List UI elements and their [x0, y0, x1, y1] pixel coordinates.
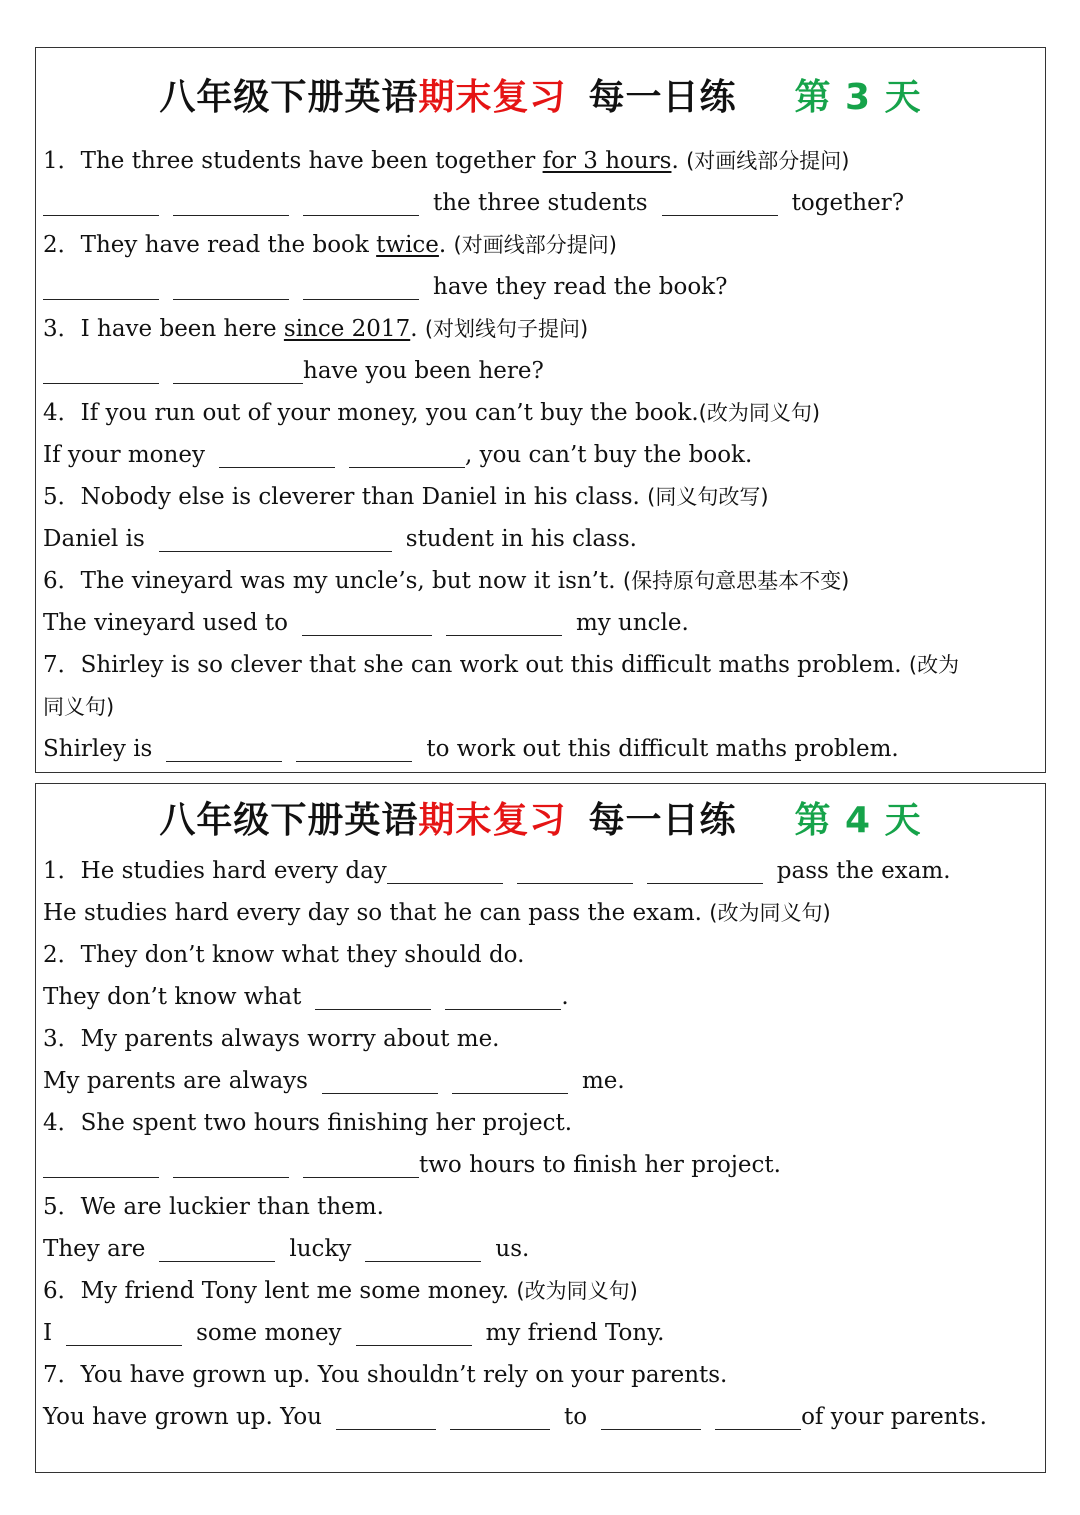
question-text: 2．They don’t know what they should do. [43, 942, 525, 968]
answer-blank[interactable] [450, 1401, 550, 1430]
instruction-note: (改为同义句) [698, 401, 821, 425]
answer-6 [43, 602, 1045, 644]
answer-7 [43, 1396, 1045, 1438]
answer-blank[interactable] [66, 1317, 182, 1346]
answer-blank[interactable] [452, 1065, 568, 1094]
answer-blank[interactable] [662, 187, 778, 216]
answer-text: my uncle. [575, 610, 689, 636]
answer-5 [43, 1228, 1045, 1270]
instruction-note: 同义句) [43, 695, 115, 719]
answer-1 [43, 182, 1045, 224]
answer-blank[interactable] [349, 439, 465, 468]
question-1-original [43, 892, 1045, 934]
answer-blank[interactable] [43, 187, 159, 216]
answer-text: . [561, 984, 569, 1010]
answer-text: You have grown up. You [43, 1404, 322, 1430]
answer-blank[interactable] [173, 355, 303, 384]
question-text: 6．My friend Tony lent me some money. [43, 1278, 517, 1304]
answer-text: to [563, 1404, 588, 1430]
answer-blank[interactable] [446, 607, 562, 636]
title-daily-text: 每一日练 [588, 76, 737, 118]
answer-text: my friend Tony. [485, 1320, 665, 1346]
question-4 [43, 1102, 1045, 1144]
instruction-note: (同义句改写) [647, 485, 769, 509]
answer-blank[interactable] [296, 733, 412, 762]
answer-3 [43, 350, 1045, 392]
answer-blank[interactable] [159, 523, 392, 552]
answer-text: If your money [43, 442, 205, 468]
title-review-text: 期末复习 [418, 76, 567, 118]
instruction-note: (对划线句子提问) [424, 317, 589, 341]
question-5 [43, 1186, 1045, 1228]
answer-blank[interactable] [159, 1233, 275, 1262]
question-text: . [438, 232, 454, 258]
answer-blank[interactable] [303, 187, 419, 216]
question-7-continued [43, 686, 1045, 728]
question-3 [43, 308, 1045, 350]
question-1 [43, 850, 1045, 892]
exercise-card-day-3 [35, 47, 1046, 773]
answer-2 [43, 266, 1045, 308]
answer-blank[interactable] [166, 733, 282, 762]
title-day-label: 第 3 天 [794, 76, 922, 118]
question-text: 1．He studies hard every day [43, 858, 387, 884]
instruction-note: (改为同义句) [516, 1279, 638, 1303]
underlined-text: since 2017 [283, 316, 411, 342]
answer-blank[interactable] [219, 439, 335, 468]
answer-blank[interactable] [715, 1401, 801, 1430]
title-review-text: 期末复习 [418, 799, 567, 841]
question-text: 3．I have been here [43, 316, 284, 342]
answer-6 [43, 1312, 1045, 1354]
answer-4 [43, 1144, 1045, 1186]
question-text: 2．They have read the book [43, 232, 377, 258]
card-title [36, 48, 1045, 140]
answer-blank[interactable] [173, 271, 289, 300]
answer-text: lucky [289, 1236, 352, 1262]
instruction-note: (保持原句意思基本不变) [622, 569, 850, 593]
question-3 [43, 1018, 1045, 1060]
question-text: 6．The vineyard was my uncle’s, but now it isn’t. [43, 568, 623, 594]
answer-text: My parents are always [43, 1068, 308, 1094]
answer-blank[interactable] [303, 271, 419, 300]
question-2 [43, 934, 1045, 976]
question-5 [43, 476, 1045, 518]
title-grade-text: 八年级下册英语 [159, 799, 419, 841]
answer-text: the three students [433, 190, 648, 216]
underlined-text: twice [376, 232, 439, 258]
question-text: 7．You have grown up. You shouldn’t rely on your parents. [43, 1362, 728, 1388]
question-6 [43, 560, 1045, 602]
card-title [36, 784, 1045, 850]
answer-text: have you been here? [303, 358, 544, 384]
question-text: 4．If you run out of your money, you can’t buy the book. [43, 400, 699, 426]
answer-blank[interactable] [387, 855, 503, 884]
question-6 [43, 1270, 1045, 1312]
underlined-text: for 3 hours [542, 148, 672, 174]
answer-text: They don’t know what [43, 984, 302, 1010]
answer-text: two hours to finish her project. [419, 1152, 781, 1178]
exercise-card-day-4 [35, 783, 1046, 1473]
question-list [36, 850, 1045, 1438]
answer-blank[interactable] [601, 1401, 701, 1430]
answer-4 [43, 434, 1045, 476]
answer-blank[interactable] [365, 1233, 481, 1262]
title-daily-text: 每一日练 [588, 799, 737, 841]
question-1 [43, 140, 1045, 182]
answer-blank[interactable] [173, 1149, 289, 1178]
question-list [36, 140, 1045, 770]
instruction-note: (对画线部分提问) [686, 149, 850, 173]
answer-blank[interactable] [43, 1149, 159, 1178]
answer-text: together? [791, 190, 905, 216]
answer-text: The vineyard used to [43, 610, 288, 636]
instruction-note: (对画线部分提问) [453, 233, 617, 257]
answer-blank[interactable] [303, 1149, 419, 1178]
question-text: pass the exam. [776, 858, 951, 884]
answer-text: some money [196, 1320, 342, 1346]
answer-blank[interactable] [302, 607, 432, 636]
answer-7 [43, 728, 1045, 770]
instruction-note: (改为 [908, 653, 960, 677]
answer-text: to work out this difficult maths problem. [426, 736, 899, 762]
question-text: 7．Shirley is so clever that she can work out this difficult maths problem. [43, 652, 909, 678]
answer-5 [43, 518, 1045, 560]
question-text: . [671, 148, 687, 174]
answer-text: us. [495, 1236, 530, 1262]
question-2 [43, 224, 1045, 266]
answer-text: Daniel is [43, 526, 145, 552]
answer-text: They are [43, 1236, 146, 1262]
answer-blank[interactable] [445, 981, 561, 1010]
answer-text: I [43, 1320, 53, 1346]
question-7 [43, 1354, 1045, 1396]
question-text: 1．The three students have been together [43, 148, 543, 174]
question-text: 5．We are luckier than them. [43, 1194, 384, 1220]
answer-blank[interactable] [336, 1401, 436, 1430]
answer-3 [43, 1060, 1045, 1102]
question-text: 5．Nobody else is cleverer than Daniel in his class. [43, 484, 648, 510]
question-text: . [410, 316, 425, 342]
answer-text: student in his class. [405, 526, 637, 552]
answer-2 [43, 976, 1045, 1018]
answer-text: of your parents. [801, 1404, 987, 1430]
question-text: 3．My parents always worry about me. [43, 1026, 500, 1052]
answer-text: me. [581, 1068, 625, 1094]
answer-text: , you can’t buy the book. [464, 442, 753, 468]
instruction-note: (改为同义句) [709, 901, 831, 925]
answer-blank[interactable] [43, 355, 159, 384]
answer-blank[interactable] [517, 855, 633, 884]
question-text: He studies hard every day so that he can pass the exam. [43, 900, 710, 926]
question-7 [43, 644, 1045, 686]
answer-blank[interactable] [315, 981, 431, 1010]
title-day-label: 第 4 天 [794, 799, 922, 841]
question-text: 4．She spent two hours finishing her project. [43, 1110, 573, 1136]
answer-blank[interactable] [322, 1065, 438, 1094]
answer-blank[interactable] [356, 1317, 472, 1346]
answer-blank[interactable] [647, 855, 763, 884]
answer-text: Shirley is [43, 736, 153, 762]
answer-text: have they read the book? [433, 274, 728, 300]
answer-blank[interactable] [43, 271, 159, 300]
title-grade-text: 八年级下册英语 [159, 76, 419, 118]
question-4 [43, 392, 1045, 434]
answer-blank[interactable] [173, 187, 289, 216]
